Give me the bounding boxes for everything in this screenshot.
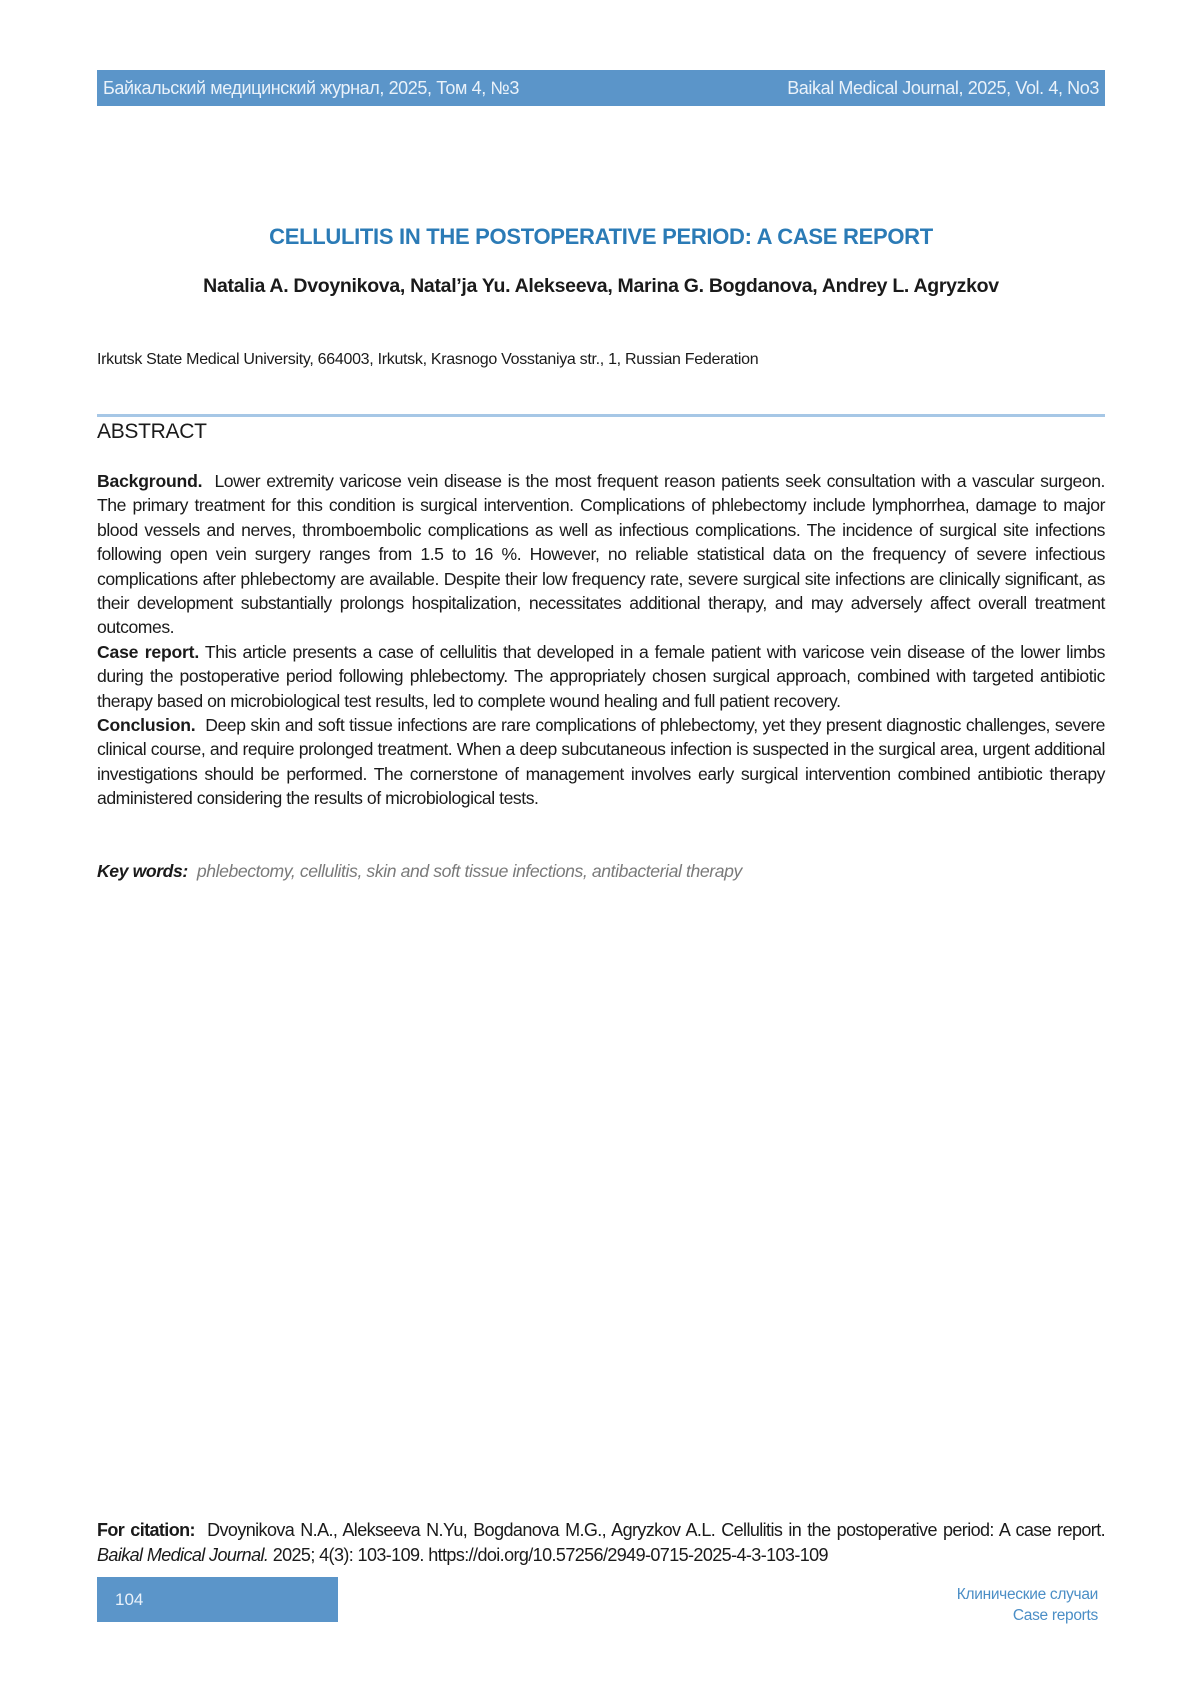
section-label: Background. bbox=[97, 471, 203, 491]
section-text: This article presents a case of cellulitis that developed in a female patient with varicose vein disease of the lower limbs during the postoperative period following phlebectomy. The appropriately chosen surgical approach, combined with targeted antibiotic therapy based on microbiological test results, led to complete wound healing and full patient recovery. bbox=[97, 641, 1105, 711]
running-header bbox=[97, 70, 1105, 106]
citation-text: Dvoynikova N.A., Alekseeva N.Yu, Bogdanova M.G., Agryzkov A.L. Cellulitis in the postoperative period: A case report. bbox=[207, 1520, 1105, 1540]
affiliation: Irkutsk State Medical University, 664003, Irkutsk, Krasnogo Vosstaniya str., 1, Russian Federation bbox=[97, 351, 759, 368]
citation-journal: Baikal Medical Journal. bbox=[97, 1545, 269, 1565]
divider bbox=[97, 414, 1105, 417]
abstract-case-report bbox=[97, 640, 1105, 713]
keywords-list: phlebectomy, cellulitis, skin and soft tissue infections, antibacterial therapy bbox=[196, 861, 742, 881]
abstract-conclusion bbox=[97, 713, 1105, 811]
header-journal-en: Baikal Medical Journal, 2025, Vol. 4, No3 bbox=[787, 77, 1099, 98]
section-label: Conclusion. bbox=[97, 715, 196, 736]
abstract-body bbox=[97, 469, 1105, 811]
citation-label: For citation: bbox=[97, 1520, 195, 1540]
section-name bbox=[957, 1584, 1098, 1626]
abstract-background bbox=[97, 469, 1105, 640]
header-journal-ru: Байкальский медицинский журнал, 2025, Том 4, №3 bbox=[103, 77, 519, 98]
page-number bbox=[97, 1577, 338, 1622]
article-title: CELLULITIS IN THE POSTOPERATIVE PERIOD: A CASE REPORT bbox=[269, 224, 933, 249]
section-name-en: Case reports bbox=[1012, 1607, 1098, 1624]
section-text: Deep skin and soft tissue infections are rare complications of phlebectomy, yet they present diagnostic challenges, severe clinical course, and require prolonged treatment. When a deep subcutaneous infection is suspected in the surgical area, urgent additional investigations should be performed. The cornerstone of management involves early surgical intervention combined antibiotic therapy administered considering the results of microbiological tests. bbox=[97, 715, 1105, 809]
section-label: Case report. bbox=[97, 641, 200, 662]
citation-doi[interactable]: 2025; 4(3): 103-109. https://doi.org/10.57256/2949-0715-2025-4-3-103-109 bbox=[272, 1545, 828, 1565]
citation bbox=[97, 1518, 1105, 1568]
article-authors: Natalia A. Dvoynikova, Natal’ja Yu. Alekseeva, Marina G. Bogdanova, Andrey L. Agryzkov bbox=[203, 275, 999, 297]
keywords bbox=[97, 861, 742, 882]
section-text: Lower extremity varicose vein disease is the most frequent reason patients seek consultation with a vascular surgeon. The primary treatment for this condition is surgical intervention. Complications of phlebectomy include lymphorrhea, damage to major blood vessels and nerves, thromboembolic complications as well as infectious complications. The incidence of surgical site infections following open vein surgery ranges from 1.5 to 16 %. However, no reliable statistical data on the frequency of severe infectious complications after phlebectomy are available. Despite their low frequency rate, severe surgical site infections are clinically significant, as their development substantially prolongs hospitalization, necessitates additional therapy, and may adversely affect overall treatment outcomes. bbox=[97, 471, 1105, 638]
keywords-label: Key words: bbox=[97, 861, 188, 881]
abstract-heading: ABSTRACT bbox=[97, 420, 207, 443]
section-name-ru: Клинические случаи bbox=[956, 1586, 1098, 1603]
page-number-text: 104 bbox=[115, 1589, 144, 1609]
